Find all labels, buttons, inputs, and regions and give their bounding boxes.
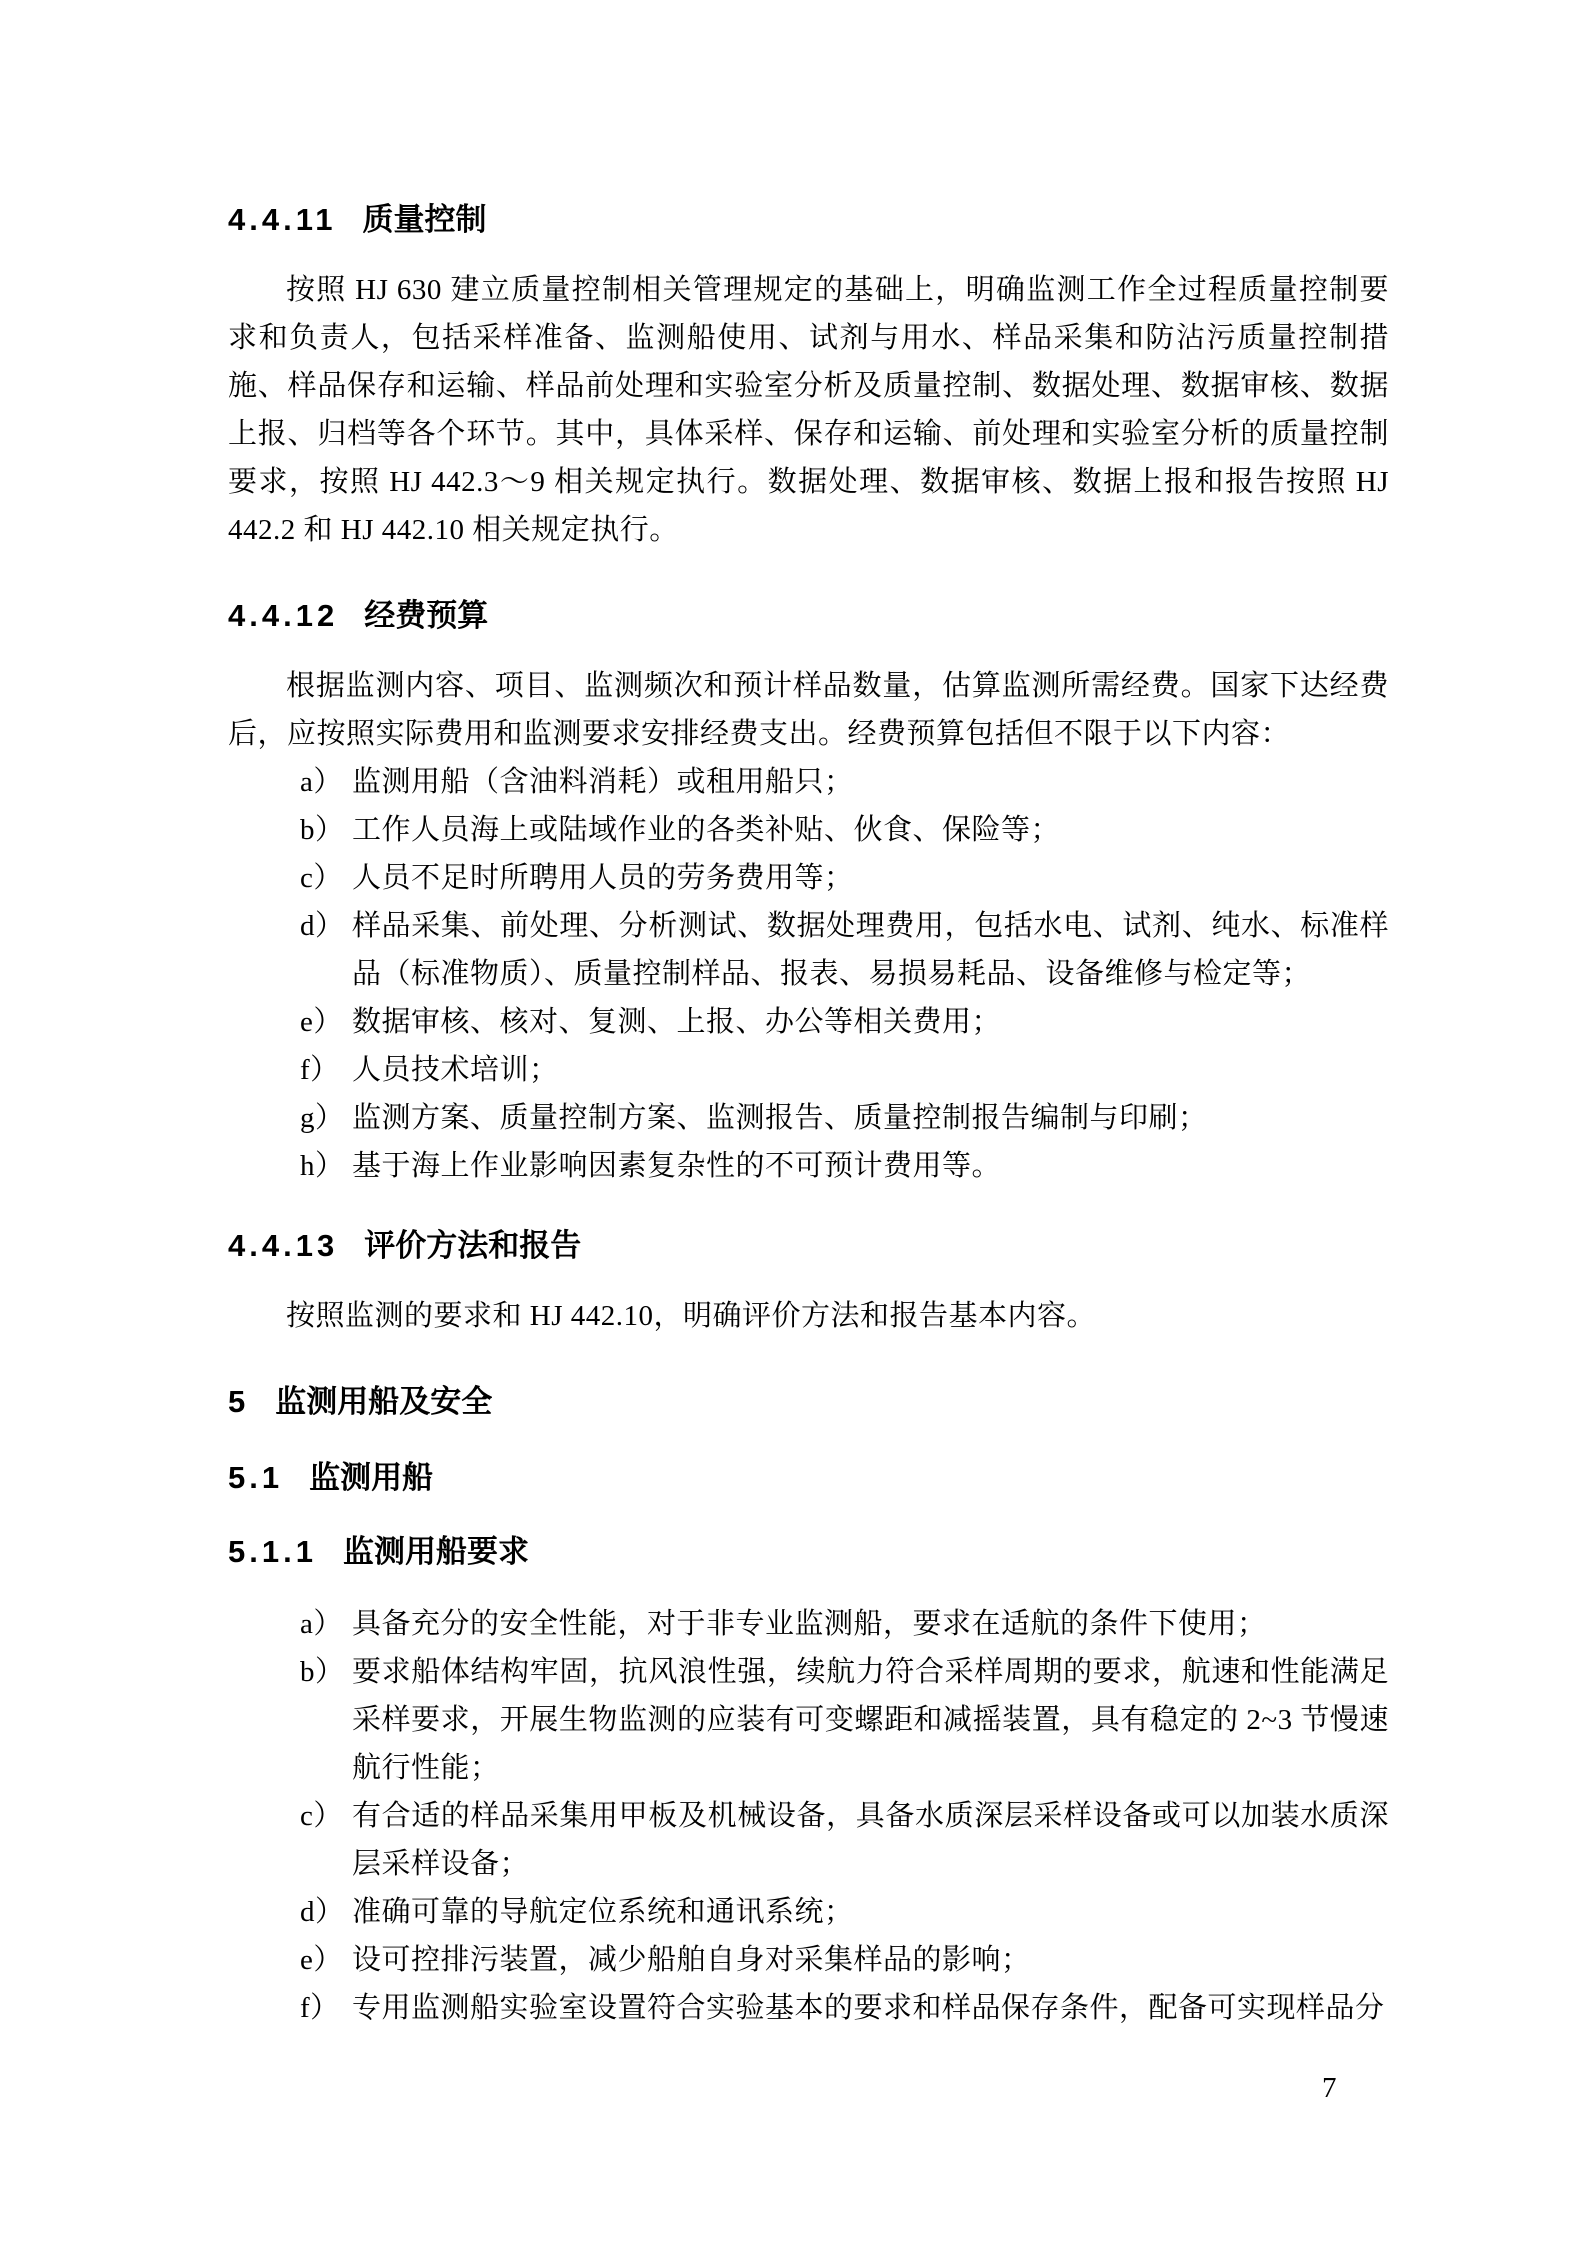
- list-item: [228, 998, 1389, 1046]
- list-item-label: g）: [300, 1102, 345, 1134]
- para-budget-intro: 根据监测内容、项目、监测频次和预计样品数量，估算监测所需经费。国家下达经费后，应按照实际费用和监测要求安排经费支出。经费预算包括但不限于以下内容：: [228, 670, 1389, 750]
- heading-5-1-1: [228, 1530, 1389, 1574]
- list-item-label: d）: [300, 1896, 345, 1928]
- list-item-text: 数据审核、核对、复测、上报、办公等相关费用；: [352, 1006, 1002, 1038]
- list-item-text: 基于海上作业影响因素复杂性的不可预计费用等。: [352, 1150, 1002, 1182]
- list-item-label: e）: [300, 1006, 343, 1038]
- para-evaluation: 按照监测的要求和 HJ 442.10，明确评价方法和报告基本内容。: [286, 1300, 1096, 1332]
- heading-title: 监测用船: [309, 1460, 434, 1495]
- list-item: [228, 806, 1389, 854]
- heading-4-4-13: [228, 1224, 1389, 1268]
- list-item: [228, 1094, 1389, 1142]
- heading-4-4-12: [228, 594, 1389, 638]
- heading-5-1: [228, 1456, 1389, 1500]
- list-item-text: 人员技术培训；: [352, 1054, 559, 1086]
- list-item: [228, 1600, 1389, 1648]
- ship-requirements-list: [228, 1600, 1389, 2032]
- list-item-text: 具备充分的安全性能，对于非专业监测船，要求在适航的条件下使用；: [352, 1608, 1267, 1640]
- list-item-text: 准确可靠的导航定位系统和通讯系统；: [352, 1896, 854, 1928]
- list-item: [228, 1984, 1389, 2032]
- budget-items-list: [228, 758, 1389, 1190]
- list-item-label: f）: [300, 1992, 340, 2024]
- list-item-label: d）: [300, 910, 345, 942]
- heading-title: 监测用船及安全: [275, 1384, 493, 1419]
- heading-number: 5.1.1: [228, 1534, 317, 1569]
- list-item-text: 人员不足时所聘用人员的劳务费用等；: [352, 862, 854, 894]
- list-item-label: a）: [300, 1608, 343, 1640]
- list-item: [228, 854, 1389, 902]
- list-item-text: 专用监测船实验室设置符合实验基本的要求和样品保存条件，配备可实现样品分: [352, 1992, 1385, 2024]
- list-item-text: 样品采集、前处理、分析测试、数据处理费用，包括水电、试剂、纯水、标准样品（标准物质）、质量控制样品、报表、易损易耗品、设备维修与检定等；: [352, 910, 1389, 990]
- list-item: [228, 1046, 1389, 1094]
- list-item-text: 监测用船（含油料消耗）或租用船只；: [352, 766, 854, 798]
- list-item-text: 设可控排污装置，减少船舶自身对采集样品的影响；: [352, 1944, 1031, 1976]
- list-item: [228, 902, 1389, 998]
- heading-title: 监测用船要求: [342, 1534, 529, 1569]
- list-item-text: 要求船体结构牢固，抗风浪性强，续航力符合采样周期的要求，航速和性能满足采样要求，开展生物监测的应装有可变螺距和减摇装置，具有稳定的 2~3 节慢速航行性能；: [352, 1656, 1389, 1784]
- list-item: [228, 1936, 1389, 1984]
- heading-5: [228, 1380, 1389, 1424]
- list-item: [228, 1142, 1389, 1190]
- list-item: [228, 758, 1389, 806]
- heading-number: 4.4.11: [228, 202, 337, 237]
- para-quality-control: 按照 HJ 630 建立质量控制相关管理规定的基础上，明确监测工作全过程质量控制要求和负责人，包括采样准备、监测船使用、试剂与用水、样品采集和防沾污质量控制措施、样品保存和运输、样品前处理和实验室分析及质量控制、数据处理、数据审核、数据上报、归档等各个环节。其中，具体采样、保存和运输、前处理和实验室分析的质量控制要求，按照 HJ 442.3～9 相关规定执行。数据处理、数据审核、数据上报和报告按照 HJ 442.2 和 HJ 442.10 相关规定执行。: [228, 274, 1389, 546]
- heading-number: 5.1: [228, 1460, 284, 1495]
- page-number: 7: [1322, 2072, 1337, 2104]
- heading-title: 质量控制: [362, 202, 487, 237]
- heading-number: 4.4.12: [228, 598, 339, 633]
- heading-4-4-11: [228, 198, 1389, 242]
- heading-title: 评价方法和报告: [364, 1228, 582, 1263]
- list-item-label: e）: [300, 1944, 343, 1976]
- heading-title: 经费预算: [364, 598, 489, 633]
- list-item: [228, 1792, 1389, 1888]
- list-item-label: h）: [300, 1150, 345, 1182]
- list-item: [228, 1888, 1389, 1936]
- list-item-text: 监测方案、质量控制方案、监测报告、质量控制报告编制与印刷；: [352, 1102, 1208, 1134]
- list-item-text: 有合适的样品采集用甲板及机械设备，具备水质深层采样设备或可以加装水质深层采样设备；: [352, 1800, 1389, 1880]
- heading-number: 4.4.13: [228, 1228, 339, 1263]
- heading-number: 5: [228, 1384, 250, 1419]
- list-item-text: 工作人员海上或陆域作业的各类补贴、伙食、保险等；: [352, 814, 1061, 846]
- list-item-label: b）: [300, 1656, 345, 1688]
- list-item: [228, 1648, 1389, 1792]
- list-item-label: c）: [300, 1800, 343, 1832]
- list-item-label: f）: [300, 1054, 340, 1086]
- list-item-label: c）: [300, 862, 343, 894]
- list-item-label: a）: [300, 766, 343, 798]
- list-item-label: b）: [300, 814, 345, 846]
